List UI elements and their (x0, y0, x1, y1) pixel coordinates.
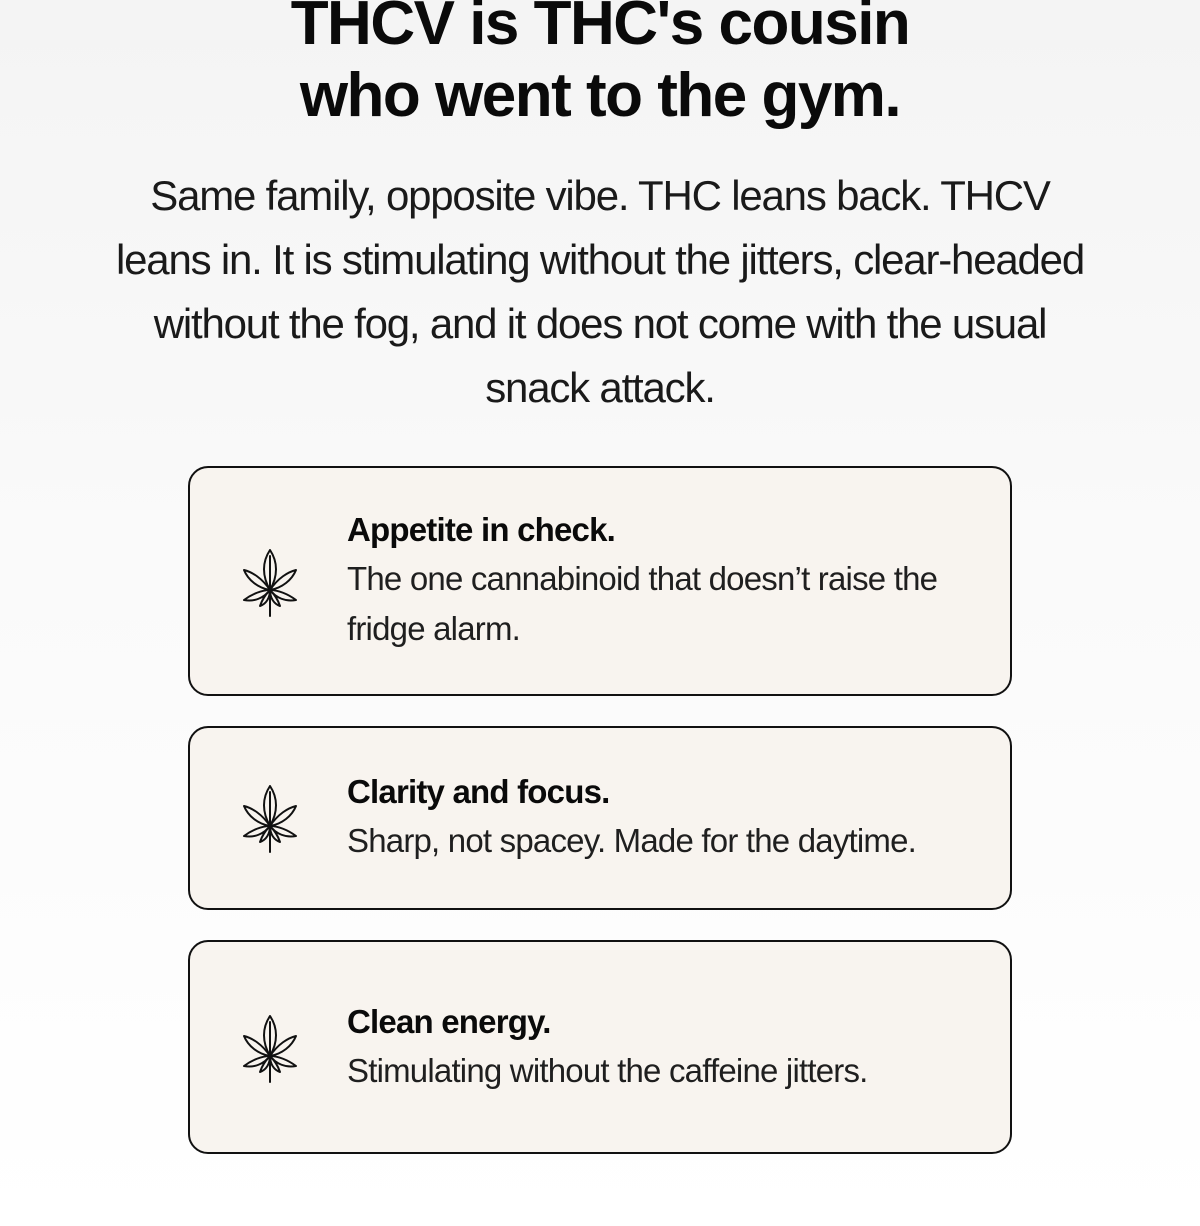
cannabis-leaf-icon (240, 782, 300, 856)
feature-title: Clarity and focus. (347, 773, 610, 810)
feature-description: Sharp, not spacey. Made for the daytime. (347, 822, 917, 859)
feature-card-list (188, 466, 1012, 1154)
cannabis-leaf-icon (240, 1012, 300, 1086)
feature-title: Appetite in check. (347, 511, 616, 548)
feature-description: The one cannabinoid that doesn’t raise the fridge alarm. (347, 560, 938, 647)
headline-line-1: THCV is THC's cousin (290, 0, 910, 58)
subheading: Same family, opposite vibe. THC leans back. THCV leans in. It is stimulating without the jitters, clear-headed without the fog, and it does not come with the usual snack attack. (116, 172, 1084, 411)
cannabis-leaf-icon (240, 546, 300, 620)
feature-card-text (347, 1000, 970, 1096)
feature-description: Stimulating without the caffeine jitters. (347, 1052, 868, 1089)
headline-line-2: who went to the gym. (299, 61, 901, 130)
feature-title: Clean energy. (347, 1003, 551, 1040)
feature-card-text (347, 508, 970, 654)
feature-card-appetite (188, 466, 1012, 696)
feature-card-energy (188, 940, 1012, 1154)
page-title (0, 0, 1200, 132)
feature-card-text (347, 770, 970, 866)
feature-card-clarity (188, 726, 1012, 910)
